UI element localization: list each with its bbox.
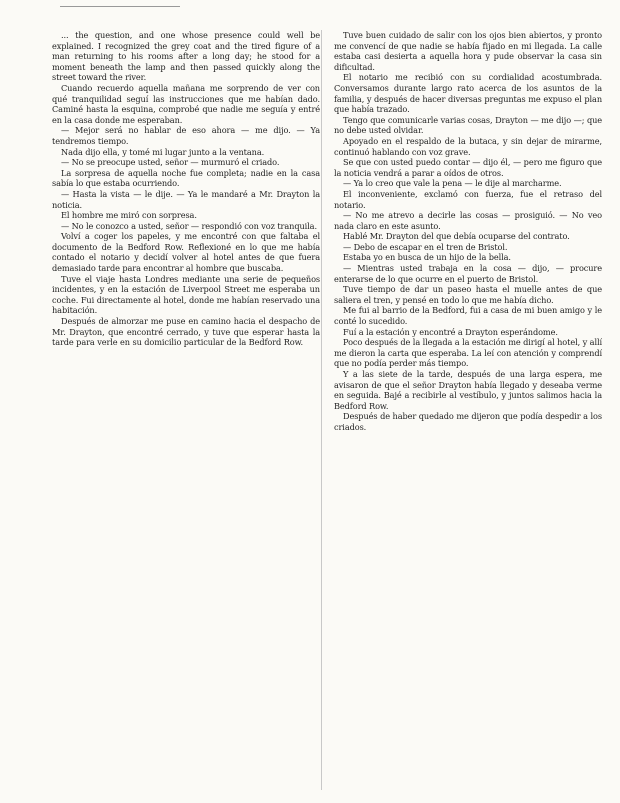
paragraph: El notario me recibió con su cordialidad acostumbrada. Conversamos durante largo rato acerca de los asuntos de la familia, y después de hacer diversas preguntas me expuso el plan que había trazado. (334, 72, 602, 115)
paragraph: Volví a coger los papeles, y me encontré con que faltaba el documento de la Bedford Row. Reflexioné en lo que me había contado el notario y decidí volver al hotel antes de que fuera demasiado tarde para encontrar al hombre que buscaba. (52, 231, 320, 274)
paragraph: Después de haber quedado me dijeron que podía despedir a los criados. (334, 411, 602, 432)
paragraph: Y a las siete de la tarde, después de una larga espera, me avisaron de que el señor Drayton había llegado y deseaba verme en seguida. Bajé a recibirle al vestíbulo, y juntos salimos hacia la Bedford Row. (334, 369, 602, 411)
paragraph: El hombre me miró con sorpresa. (61, 210, 197, 221)
paragraph: Poco después de la llegada a la estación me dirigí al hotel, y allí me dieron la carta que esperaba. La leí con atención y comprendí que no podía perder más tiempo. (334, 337, 602, 369)
paragraph: Tuve buen cuidado de salir con los ojos bien abiertos, y pronto me convencí de que nadie se había fijado en mi llegada. La calle estaba casi desierta a aquella hora y pude observar la casa sin dificultad. (334, 30, 602, 72)
paragraph: Tuve el viaje hasta Londres mediante una serie de pequeños incidentes, y en la estación de Liverpool Street me esperaba un coche. Fui directamente al hotel, donde me habían reservado una habitación. (52, 273, 320, 316)
text-columns (52, 30, 602, 790)
paragraph: — No le conozco a usted, señor — respondió con voz tranquila. (61, 220, 317, 231)
paragraph: Se que con usted puedo contar — dijo él, — pero me figuro que la noticia vendrá a parar a oídos de otros. (334, 157, 602, 178)
paragraph: — Hasta la vista — le dije. — Ya le mandaré a Mr. Drayton la noticia. (52, 188, 320, 210)
paragraph: Cuando recuerdo aquella mañana me sorprendo de ver con qué tranquilidad seguí las instrucciones que me habían dado. Caminé hasta la esquina, comprobé que nadie me seguía y entré en la casa donde me esperaban. (52, 82, 320, 125)
right-column (334, 30, 602, 790)
paragraph: Estaba yo en busca de un hijo de la bella. (343, 252, 511, 263)
paragraph: Apoyado en el respaldo de la butaca, y sin dejar de mirarme, continuó hablando con voz grave. (334, 135, 602, 157)
header-rule (60, 6, 180, 7)
paragraph: — No se preocupe usted, señor — murmuró el criado. (61, 157, 280, 168)
paragraph: — Debo de escapar en el tren de Bristol. (343, 241, 508, 252)
paragraph: La sorpresa de aquella noche fue completa; nadie en la casa sabía lo que estaba ocurriendo. (52, 167, 320, 189)
paragraph: Tuve tiempo de dar un paseo hasta el muelle antes de que saliera el tren, y pensé en todo lo que me había dicho. (334, 284, 602, 305)
paragraph: Después de almorzar me puse en camino hacia el despacho de Mr. Drayton, que encontré cerrado, y tuve que esperar hasta la tarde para verle en su domicilio particular de la Bedford Row. (52, 316, 320, 348)
paragraph: — Ya lo creo que vale la pena — le dije al marcharme. (343, 178, 562, 189)
paragraph: Me fui al barrio de la Bedford, fui a casa de mi buen amigo y le conté lo sucedido. (334, 305, 602, 327)
paragraph: El inconveniente, exclamó con fuerza, fue el retraso del notario. (334, 188, 602, 210)
paragraph: — No me atrevo a decirle las cosas — prosiguió. — No veo nada claro en este asunto. (334, 210, 602, 231)
paragraph: Fuí a la estación y encontré a Drayton esperándome. (343, 326, 558, 337)
paragraph: Tengo que comunicarle varias cosas, Drayton — me dijo —; que no debe usted olvidar. (334, 114, 602, 136)
paragraph: ... the question, and one whose presence could well be explained. I recognized the grey coat and the tired figure of a man returning to his rooms after a long day; he stood for a moment beneath the lamp and then passed quickly along the street toward the river. (52, 30, 320, 83)
paragraph: Hablé Mr. Drayton del que debía ocuparse del contrato. (343, 231, 570, 242)
left-column (52, 30, 320, 790)
paragraph: Nada dijo ella, y tomé mi lugar junto a la ventana. (61, 146, 265, 157)
paragraph: — Mientras usted trabaja en la cosa — dijo, — procure enterarse de lo que ocurre en el puerto de Bristol. (334, 263, 602, 284)
paragraph: — Mejor será no hablar de eso ahora — me dijo. — Ya tendremos tiempo. (52, 125, 320, 146)
